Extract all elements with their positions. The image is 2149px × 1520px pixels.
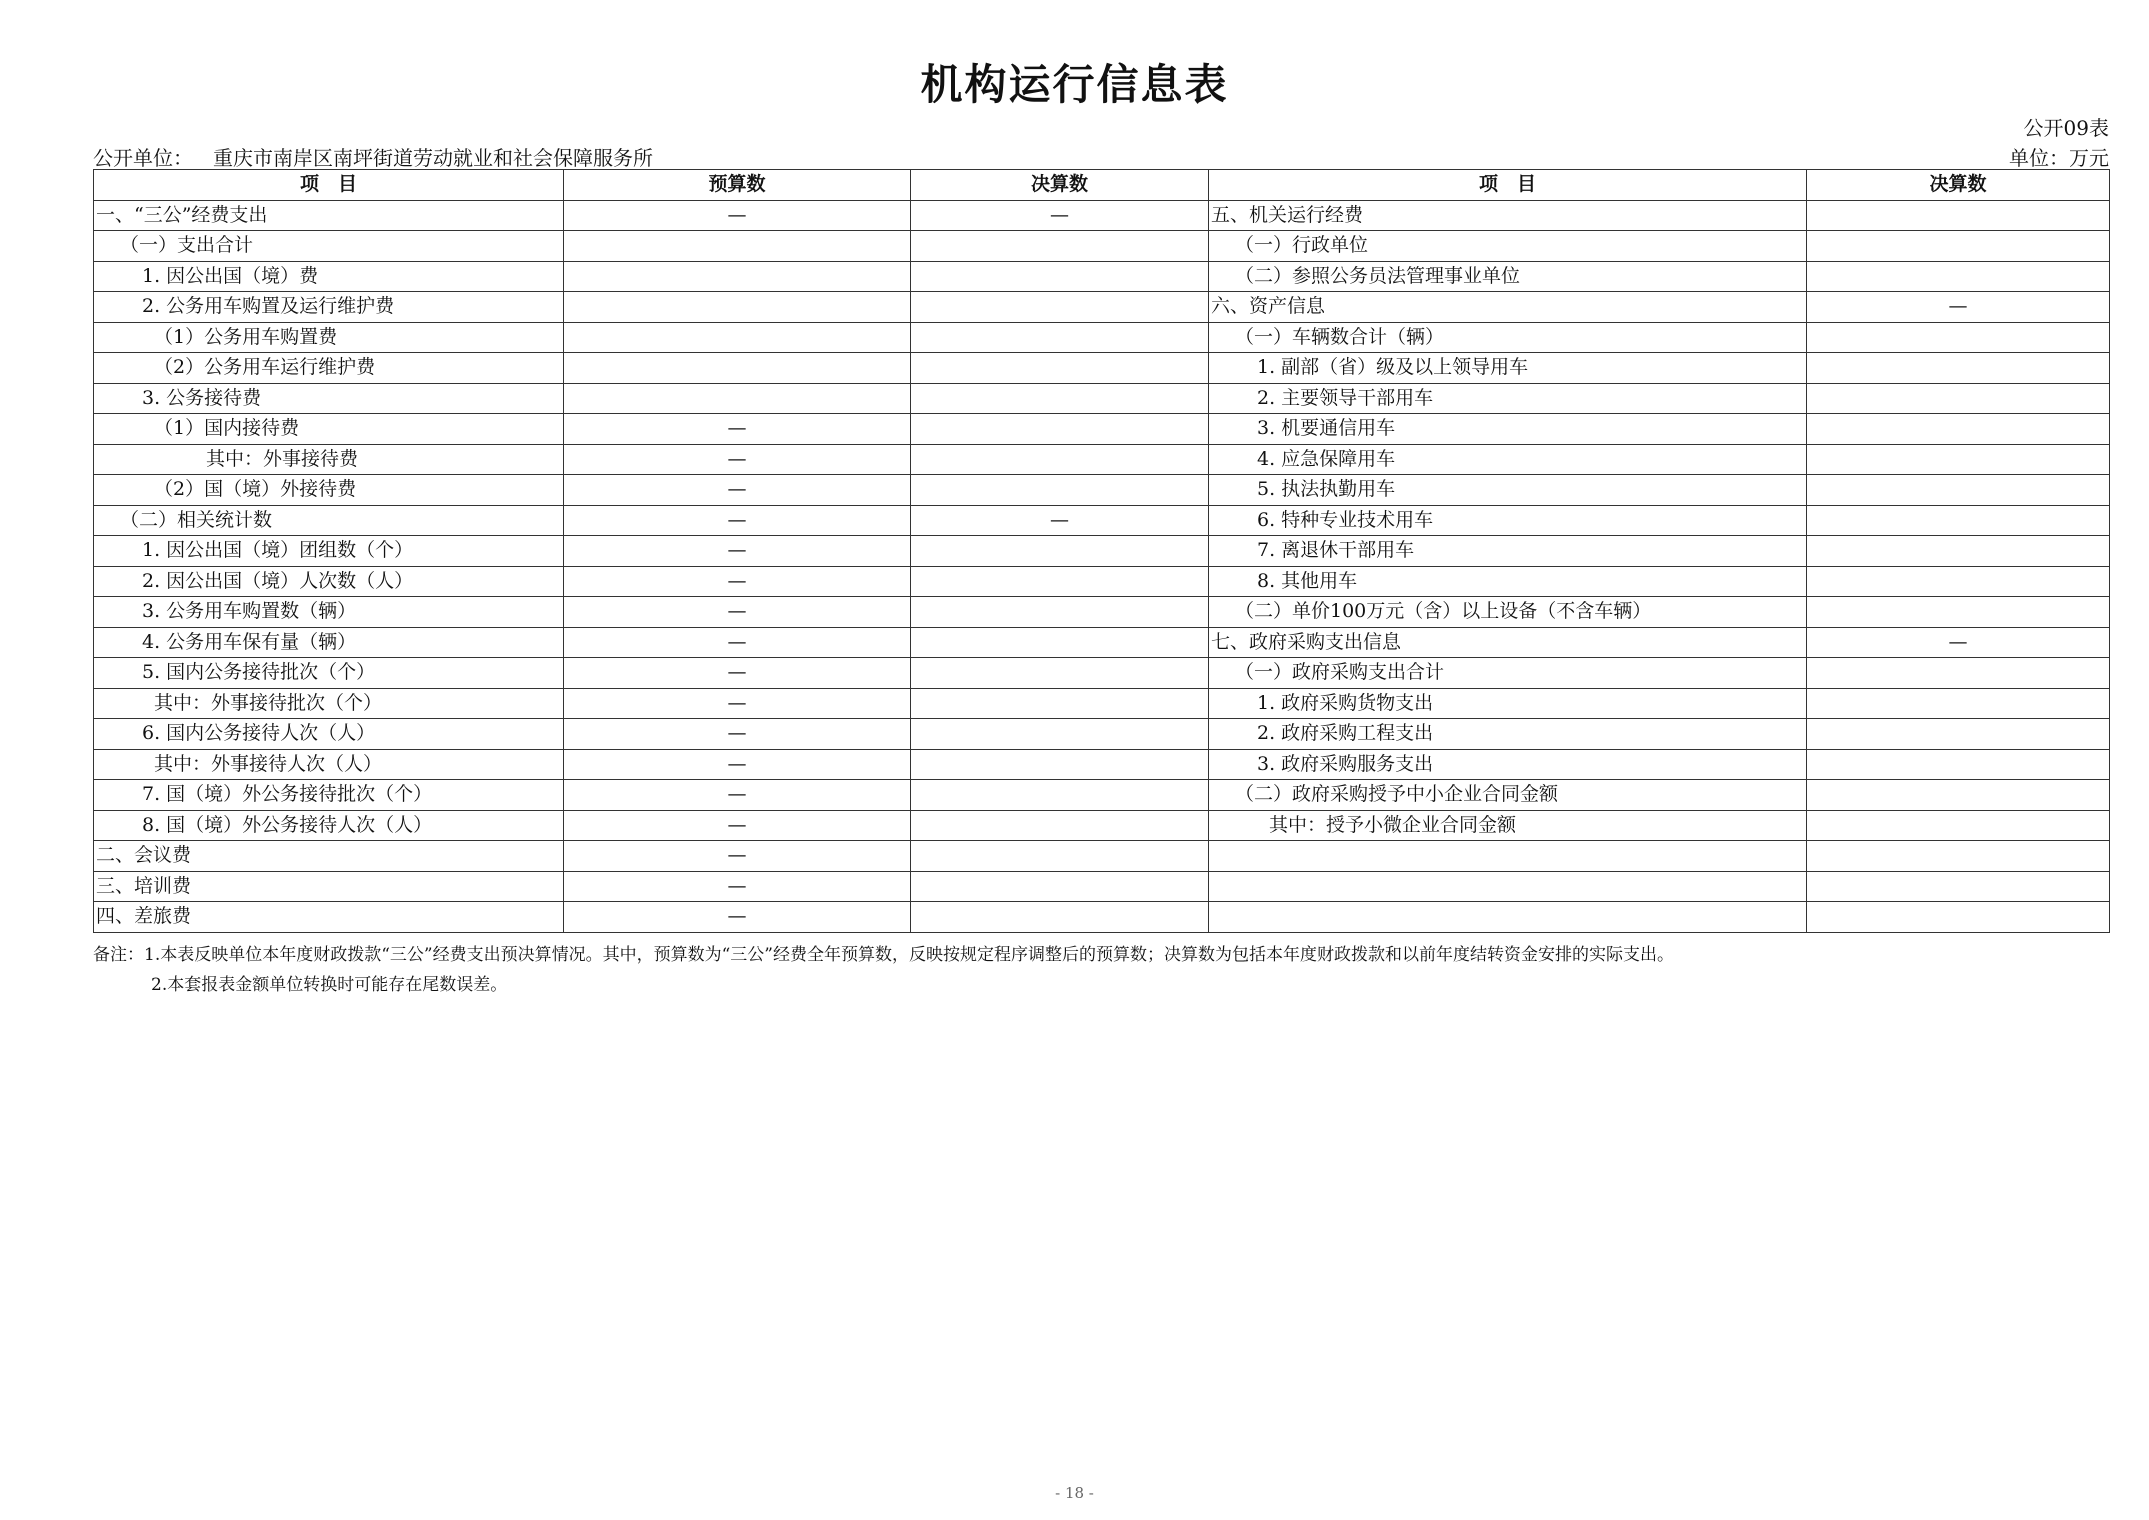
footnotes bbox=[93, 940, 1674, 1000]
final-cell bbox=[911, 444, 1209, 475]
money-unit: 单位：万元 bbox=[2009, 146, 2109, 170]
reporting-unit bbox=[93, 142, 653, 171]
table-row bbox=[94, 292, 2110, 323]
table-row bbox=[94, 627, 2110, 658]
budget-cell: — bbox=[564, 719, 911, 750]
right-item-cell: 5. 执法执勤用车 bbox=[1209, 475, 1807, 506]
header-right-item: 项 目 bbox=[1209, 170, 1807, 201]
left-item-cell: （二）相关统计数 bbox=[94, 505, 564, 536]
right-item-cell: 4. 应急保障用车 bbox=[1209, 444, 1807, 475]
table-row bbox=[94, 200, 2110, 231]
budget-cell: — bbox=[564, 627, 911, 658]
left-item-cell: 2. 公务用车购置及运行维护费 bbox=[94, 292, 564, 323]
left-item-cell: 其中：外事接待人次（人） bbox=[94, 749, 564, 780]
table-row bbox=[94, 719, 2110, 750]
table-row bbox=[94, 841, 2110, 872]
budget-cell bbox=[564, 261, 911, 292]
left-item-cell: 2. 因公出国（境）人次数（人） bbox=[94, 566, 564, 597]
budget-cell: — bbox=[564, 505, 911, 536]
left-item-cell: 1. 因公出国（境）费 bbox=[94, 261, 564, 292]
right-item-cell: 6. 特种专业技术用车 bbox=[1209, 505, 1807, 536]
budget-cell: — bbox=[564, 902, 911, 933]
left-item-cell: （一）支出合计 bbox=[94, 231, 564, 262]
left-item-cell: （1）公务用车购置费 bbox=[94, 322, 564, 353]
budget-cell: — bbox=[564, 749, 911, 780]
right-item-cell: （二）参照公务员法管理事业单位 bbox=[1209, 261, 1807, 292]
left-item-cell: （2）公务用车运行维护费 bbox=[94, 353, 564, 384]
page-number: - 18 - bbox=[1055, 1484, 1094, 1502]
right-item-cell: （二）单价100万元（含）以上设备（不含车辆） bbox=[1209, 597, 1807, 628]
final-cell bbox=[911, 261, 1209, 292]
right-item-cell: 1. 副部（省）级及以上领导用车 bbox=[1209, 353, 1807, 384]
budget-cell bbox=[564, 383, 911, 414]
right-item-cell: 8. 其他用车 bbox=[1209, 566, 1807, 597]
right-item-cell: 3. 政府采购服务支出 bbox=[1209, 749, 1807, 780]
right-final-cell bbox=[1807, 597, 2110, 628]
table-row bbox=[94, 444, 2110, 475]
right-final-cell: — bbox=[1807, 627, 2110, 658]
final-cell bbox=[911, 902, 1209, 933]
header-budget: 预算数 bbox=[564, 170, 911, 201]
right-item-cell: 七、政府采购支出信息 bbox=[1209, 627, 1807, 658]
final-cell bbox=[911, 353, 1209, 384]
right-item-cell: 2. 政府采购工程支出 bbox=[1209, 719, 1807, 750]
form-number: 公开09表 bbox=[2023, 116, 2109, 140]
right-final-cell bbox=[1807, 444, 2110, 475]
table-row bbox=[94, 749, 2110, 780]
right-final-cell bbox=[1807, 231, 2110, 262]
table-row bbox=[94, 231, 2110, 262]
table-body bbox=[94, 200, 2110, 932]
right-item-cell bbox=[1209, 871, 1807, 902]
left-item-cell: 3. 公务用车购置数（辆） bbox=[94, 597, 564, 628]
right-final-cell bbox=[1807, 414, 2110, 445]
final-cell bbox=[911, 597, 1209, 628]
table-row bbox=[94, 658, 2110, 689]
footnote-1: 备注：1.本表反映单位本年度财政拨款“三公”经费支出预决算情况。其中，预算数为“三公”经费全年预算数，反映按规定程序调整后的预算数；决算数为包括本年度财政拨款和以前年度结转资金安排的实际支出。 bbox=[93, 945, 1674, 965]
final-cell bbox=[911, 566, 1209, 597]
left-item-cell: 其中：外事接待批次（个） bbox=[94, 688, 564, 719]
budget-cell: — bbox=[564, 414, 911, 445]
right-item-cell: 六、资产信息 bbox=[1209, 292, 1807, 323]
right-item-cell: 3. 机要通信用车 bbox=[1209, 414, 1807, 445]
budget-cell: — bbox=[564, 444, 911, 475]
left-item-cell: 四、差旅费 bbox=[94, 902, 564, 933]
table-row bbox=[94, 810, 2110, 841]
right-final-cell bbox=[1807, 200, 2110, 231]
budget-cell: — bbox=[564, 200, 911, 231]
final-cell bbox=[911, 688, 1209, 719]
budget-cell: — bbox=[564, 658, 911, 689]
left-item-cell: 5. 国内公务接待批次（个） bbox=[94, 658, 564, 689]
right-item-cell: 7. 离退休干部用车 bbox=[1209, 536, 1807, 567]
right-item-cell: （一）行政单位 bbox=[1209, 231, 1807, 262]
table-row bbox=[94, 536, 2110, 567]
budget-cell: — bbox=[564, 475, 911, 506]
header-final: 决算数 bbox=[911, 170, 1209, 201]
final-cell bbox=[911, 292, 1209, 323]
reporting-unit-label: 公开单位： bbox=[93, 146, 193, 170]
table-row bbox=[94, 871, 2110, 902]
header-right-final: 决算数 bbox=[1807, 170, 2110, 201]
final-cell bbox=[911, 871, 1209, 902]
right-final-cell bbox=[1807, 688, 2110, 719]
right-final-cell bbox=[1807, 658, 2110, 689]
table-row bbox=[94, 322, 2110, 353]
final-cell bbox=[911, 780, 1209, 811]
left-item-cell: 4. 公务用车保有量（辆） bbox=[94, 627, 564, 658]
left-item-cell: 二、会议费 bbox=[94, 841, 564, 872]
table-row bbox=[94, 353, 2110, 384]
right-item-cell: 五、机关运行经费 bbox=[1209, 200, 1807, 231]
table-row bbox=[94, 902, 2110, 933]
header-left-item: 项 目 bbox=[94, 170, 564, 201]
final-cell: — bbox=[911, 200, 1209, 231]
final-cell bbox=[911, 322, 1209, 353]
left-item-cell: 一、“三公”经费支出 bbox=[94, 200, 564, 231]
budget-cell: — bbox=[564, 871, 911, 902]
budget-cell bbox=[564, 292, 911, 323]
table-row bbox=[94, 505, 2110, 536]
final-cell bbox=[911, 475, 1209, 506]
right-final-cell bbox=[1807, 902, 2110, 933]
final-cell bbox=[911, 231, 1209, 262]
right-final-cell bbox=[1807, 749, 2110, 780]
table-row bbox=[94, 383, 2110, 414]
right-item-cell bbox=[1209, 841, 1807, 872]
footnote-2: 2.本套报表金额单位转换时可能存在尾数误差。 bbox=[151, 975, 508, 995]
right-item-cell bbox=[1209, 902, 1807, 933]
budget-cell: — bbox=[564, 597, 911, 628]
budget-cell: — bbox=[564, 780, 911, 811]
left-item-cell: 三、培训费 bbox=[94, 871, 564, 902]
final-cell bbox=[911, 810, 1209, 841]
left-item-cell: 1. 因公出国（境）团组数（个） bbox=[94, 536, 564, 567]
budget-cell: — bbox=[564, 810, 911, 841]
left-item-cell: 8. 国（境）外公务接待人次（人） bbox=[94, 810, 564, 841]
right-final-cell bbox=[1807, 261, 2110, 292]
right-final-cell bbox=[1807, 810, 2110, 841]
left-item-cell: （2）国（境）外接待费 bbox=[94, 475, 564, 506]
right-item-cell: 其中：授予小微企业合同金额 bbox=[1209, 810, 1807, 841]
info-table bbox=[93, 169, 2110, 933]
reporting-unit-name: 重庆市南岸区南坪街道劳动就业和社会保障服务所 bbox=[213, 146, 653, 170]
final-cell bbox=[911, 719, 1209, 750]
right-final-cell bbox=[1807, 353, 2110, 384]
budget-cell bbox=[564, 322, 911, 353]
final-cell bbox=[911, 658, 1209, 689]
table-row bbox=[94, 688, 2110, 719]
final-cell bbox=[911, 414, 1209, 445]
right-item-cell: （一）政府采购支出合计 bbox=[1209, 658, 1807, 689]
left-item-cell: 6. 国内公务接待人次（人） bbox=[94, 719, 564, 750]
right-item-cell: （二）政府采购授予中小企业合同金额 bbox=[1209, 780, 1807, 811]
budget-cell bbox=[564, 231, 911, 262]
right-final-cell bbox=[1807, 780, 2110, 811]
table-header-row bbox=[94, 170, 2110, 201]
right-final-cell: — bbox=[1807, 292, 2110, 323]
budget-cell: — bbox=[564, 566, 911, 597]
budget-cell bbox=[564, 353, 911, 384]
final-cell bbox=[911, 383, 1209, 414]
left-item-cell: （1）国内接待费 bbox=[94, 414, 564, 445]
right-final-cell bbox=[1807, 322, 2110, 353]
table-row bbox=[94, 414, 2110, 445]
right-final-cell bbox=[1807, 475, 2110, 506]
table-row bbox=[94, 780, 2110, 811]
budget-cell: — bbox=[564, 688, 911, 719]
final-cell bbox=[911, 841, 1209, 872]
right-item-cell: 2. 主要领导干部用车 bbox=[1209, 383, 1807, 414]
table-row bbox=[94, 597, 2110, 628]
right-final-cell bbox=[1807, 383, 2110, 414]
page-title: 机构运行信息表 bbox=[920, 60, 1229, 109]
final-cell bbox=[911, 536, 1209, 567]
right-final-cell bbox=[1807, 841, 2110, 872]
final-cell: — bbox=[911, 505, 1209, 536]
right-final-cell bbox=[1807, 536, 2110, 567]
left-item-cell: 3. 公务接待费 bbox=[94, 383, 564, 414]
table-row bbox=[94, 475, 2110, 506]
left-item-cell: 其中：外事接待费 bbox=[94, 444, 564, 475]
right-final-cell bbox=[1807, 871, 2110, 902]
final-cell bbox=[911, 627, 1209, 658]
right-final-cell bbox=[1807, 505, 2110, 536]
table-row bbox=[94, 261, 2110, 292]
budget-cell: — bbox=[564, 841, 911, 872]
final-cell bbox=[911, 749, 1209, 780]
right-final-cell bbox=[1807, 719, 2110, 750]
left-item-cell: 7. 国（境）外公务接待批次（个） bbox=[94, 780, 564, 811]
right-final-cell bbox=[1807, 566, 2110, 597]
right-item-cell: （一）车辆数合计（辆） bbox=[1209, 322, 1807, 353]
right-item-cell: 1. 政府采购货物支出 bbox=[1209, 688, 1807, 719]
table-row bbox=[94, 566, 2110, 597]
budget-cell: — bbox=[564, 536, 911, 567]
